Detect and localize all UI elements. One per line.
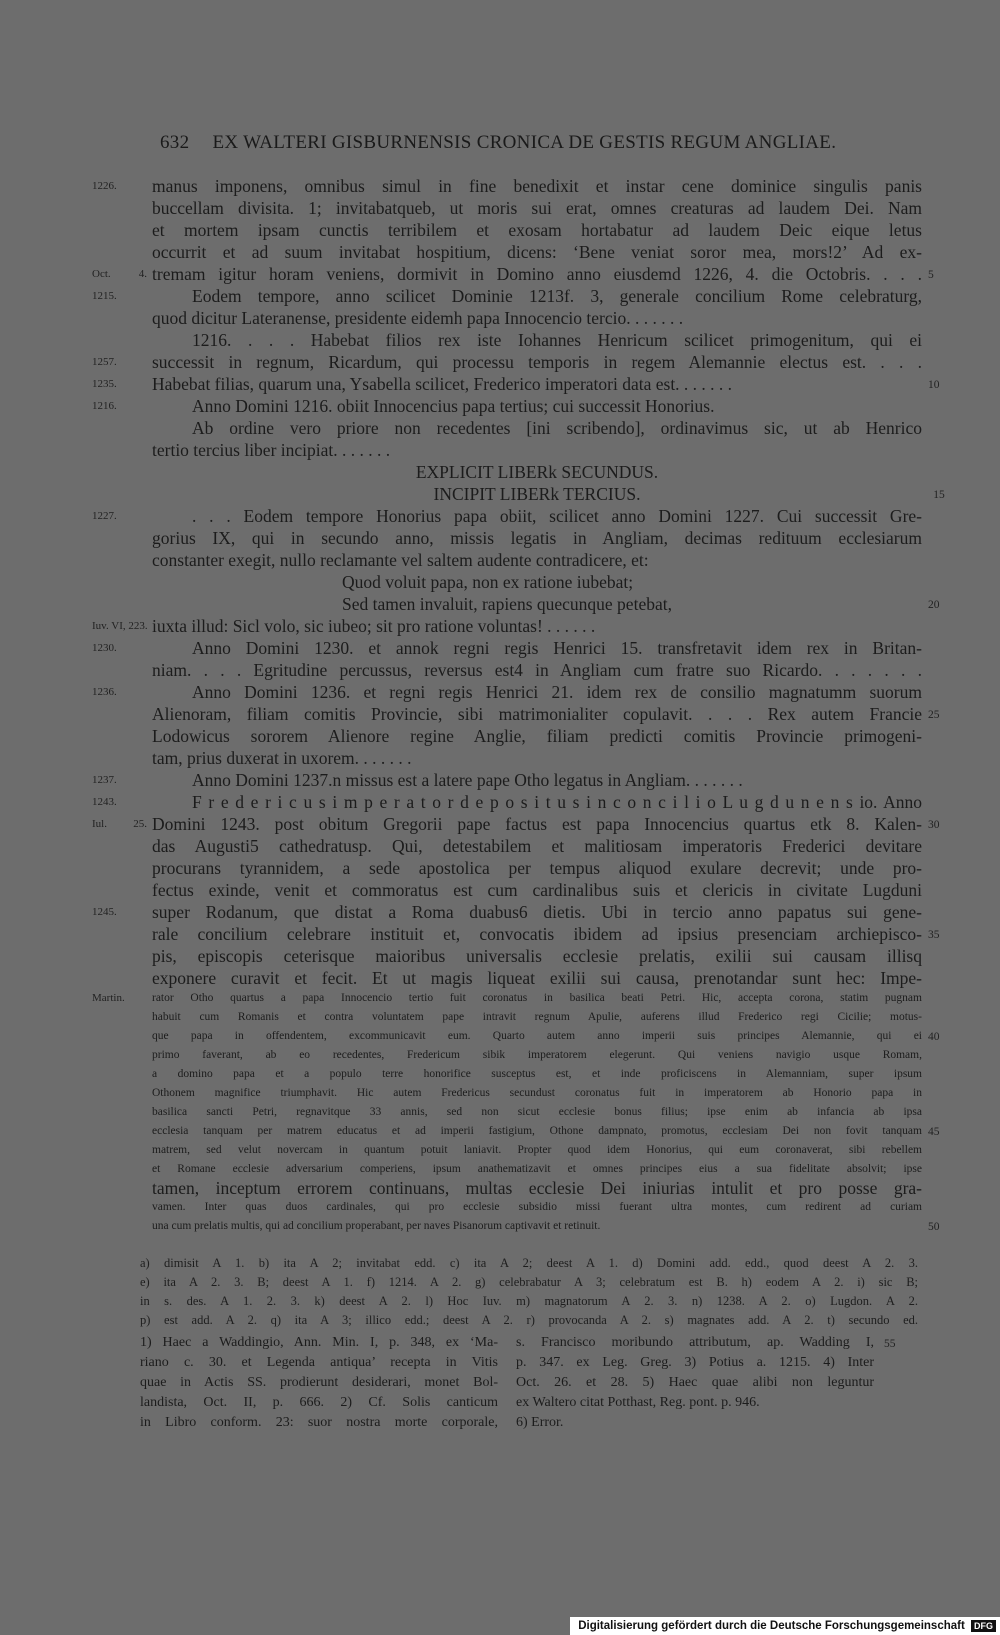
margin-date: Iuv. VI, 223. — [92, 620, 148, 632]
footnote-line — [516, 1353, 874, 1373]
main-line — [152, 329, 922, 351]
main-line-text: Anno Domini 1237.n missus est a latere pape Otho legatus in Angliam. . . . . . . — [192, 770, 743, 790]
main-line-text: quod dicitur Lateranense, presidente eidemh papa Innocencio tercio. . . . . . . — [152, 308, 684, 328]
main-line-text: occurrit et ad suum invitabat hospitium, dicens: ‘Bene veniat soror mea, mors!2’ Ad ex- — [152, 242, 922, 262]
main-line — [92, 813, 940, 835]
main-line — [152, 659, 922, 681]
main-line-text: et mortem ipsam cunctis terribilem et exosam hortabatur ad laudem Deic eique letus — [152, 220, 922, 240]
main-line-text: procurans tyrannidem, a sede apostolica per tempus aliquod exulare decrevit; unde pro- — [152, 858, 922, 878]
main-line — [92, 791, 922, 813]
running-title: EX WALTERI GISBURNENSIS CRONICA DE GESTIS REGUM ANGLIAE. — [212, 132, 837, 153]
margin-date: 1227. — [92, 510, 117, 522]
excerpt-line — [152, 1217, 940, 1236]
main-line-text: constanter exegit, nullo reclamante vel saltem audente contradicere, et: — [152, 550, 649, 570]
footnote-line-text: ex Waltero citat Potthast, Reg. pont. p. 946. — [516, 1395, 760, 1410]
line-number: 10 — [928, 379, 940, 391]
main-line — [92, 175, 922, 197]
main-line-text: . . . Eodem tempore Honorius papa obiit, scilicet anno Domini 1227. Cui successit Gre- — [192, 506, 922, 526]
dfg-logo: DFG — [971, 1620, 996, 1632]
footnote-line-text: p. 347. ex Leg. Greg. 3) Potius a. 1215. 4) Inter — [516, 1355, 874, 1370]
excerpt-line — [152, 1027, 940, 1046]
main-line — [152, 879, 922, 901]
main-line-text: Sed tamen invaluit, rapiens quecunque petebat, — [342, 594, 672, 614]
excerpt-line — [152, 1122, 940, 1141]
main-line — [92, 373, 940, 395]
excerpt-line-text: habuit cum Romanis et contra voluntatem pape intravit regnum Apulie, auferens illud Frederico regi Cicilie; motus- — [152, 1011, 922, 1023]
main-line-text: Alienoram, filiam comitis Provincie, sibi matrimonialiter copulavit. . . . Rex autem Francie — [152, 704, 922, 724]
line-number: 25 — [928, 709, 940, 721]
main-line — [92, 637, 922, 659]
excerpt-line-text: basilica sancti Petri, regnavitque 33 annis, sed non sicut ecclesie bonus filius; ipse enim ab infancia ab ipsa — [152, 1106, 922, 1118]
quoted-excerpt — [92, 989, 940, 1236]
main-line — [92, 681, 922, 703]
line-number: 40 — [928, 1031, 940, 1043]
line-number: 55 — [884, 1338, 896, 1350]
main-line — [152, 241, 922, 263]
line-number: 15 — [933, 489, 945, 501]
excerpt-line-text: primo faverant, ab eo recedentes, Fredericum sibik imperatorem elegerunt. Qui veniens navigio usque Romam, — [152, 1049, 922, 1061]
main-line — [152, 593, 940, 615]
main-line — [152, 703, 940, 725]
excerpt-line — [152, 1008, 922, 1027]
excerpt-line — [152, 1065, 922, 1084]
main-line — [92, 351, 922, 373]
credit-text: Digitalisierung gefördert durch die Deutsche Forschungsgemeinschaft — [578, 1620, 965, 1632]
margin-date: Iul. 25. — [92, 818, 147, 830]
apparatus-line: e) ita A 2. 3. B; deest A 1. f) 1214. A 2. g) celebrabatur A 3; celebratum est B. h) eodem A 2. i) sic B; — [140, 1275, 918, 1289]
main-line — [152, 571, 922, 593]
main-line — [92, 395, 922, 417]
excerpt-line — [152, 1046, 922, 1065]
main-line — [152, 439, 922, 461]
main-line-text: buccellam divisita. 1; invitabatqueb, ut moris sui erat, omnes creaturas ad laudem Dei. Nam — [152, 198, 922, 218]
main-line — [152, 967, 922, 989]
excerpt-line — [92, 989, 922, 1008]
excerpt-line-text: matrem, sed velut novercam in quantum potuit laniavit. Propter quod idem Honorius, qui eum coronaverat, sibi rebellem — [152, 1144, 922, 1156]
excerpt-line-text: rator Otho quartus a papa Innocencio tertio fuit coronatus in basilica beati Petri. Hic, accepta corona, statim pugnam — [152, 992, 922, 1004]
margin-date: 1237. — [92, 774, 117, 786]
main-line-text: Quod voluit papa, non ex ratione iubebat; — [342, 572, 634, 592]
excerpt-line-text: tamen, inceptum errorem continuans, multas ecclesie Dei iniurias intulit et pro posse gra- — [152, 1178, 922, 1198]
margin-date: 1257. — [92, 356, 117, 368]
line-number: 5 — [928, 269, 934, 281]
main-line — [152, 461, 922, 483]
footnote-line: landista, Oct. II, p. 666. 2) Cf. Solis canticum — [140, 1395, 498, 1410]
footnote-line: 1) Haec a Waddingio, Ann. Min. I, p. 348, ex ‘Ma- — [140, 1335, 498, 1350]
margin-date: Martin. — [92, 992, 125, 1004]
main-line-text: Anno Domini 1216. obiit Innocencius papa tertius; cui successit Honorius. — [192, 396, 715, 416]
main-line — [152, 549, 922, 571]
main-line — [152, 483, 945, 505]
line-number: 45 — [928, 1126, 940, 1138]
excerpt-line-text: una cum prelatis multis, qui ad concilium properabant, per naves Pisanorum captivavit et retinuit. — [152, 1220, 601, 1232]
excerpt-line-text: que papa in offendentem, excommunicavit eum. Quarto autem anno imperii suis principes Alemannie, qui ei — [152, 1030, 922, 1042]
page-number: 632 — [160, 132, 190, 153]
main-line-text: manus imponens, omnibus simul in fine benedixit et instar cene dominice singulis panis — [152, 176, 922, 196]
main-line-text: Ab ordine vero priore non recedentes [ini scribendo], ordinavimus sic, ut ab Henrico — [192, 418, 922, 438]
excerpt-line — [152, 1141, 922, 1160]
main-line-text: 1216. . . . Habebat filios rex iste Iohannes Henricum scilicet primogenitum, qui ei — [192, 330, 922, 350]
excerpt-line — [152, 1084, 922, 1103]
line-number: 50 — [928, 1221, 940, 1233]
margin-date: 1215. — [92, 290, 117, 302]
main-line — [152, 923, 940, 945]
main-line — [92, 505, 922, 527]
footnote-line-text: Oct. 26. et 28. 5) Haec quae alibi non leguntur — [516, 1375, 874, 1390]
excerpt-line-text: et Romane ecclesie adversarium comperiens, ipsum anathematizavit et omnes principes eius a sua fidelitate absolvit; ipse — [152, 1163, 922, 1175]
footnote-line — [516, 1333, 896, 1353]
excerpt-line — [152, 1179, 922, 1198]
line-number: 35 — [928, 929, 940, 941]
main-line — [92, 285, 922, 307]
line-number: 20 — [928, 599, 940, 611]
margin-date: Oct. 4. — [92, 268, 147, 280]
footnote-line — [516, 1373, 874, 1393]
digitization-credit — [570, 1617, 1000, 1635]
margin-date: 1216. — [92, 400, 117, 412]
margin-date: 1236. — [92, 686, 117, 698]
line-number: 30 — [928, 819, 940, 831]
main-line-text: Eodem tempore, anno scilicet Dominie 1213f. 3, generale concilium Rome celebraturg, — [192, 286, 922, 306]
main-line — [152, 219, 922, 241]
main-line — [92, 901, 922, 923]
main-line-text: das Augusti5 cathedratusp. Qui, detestabilem et malitiosam imperatoris Frederici devitare — [152, 836, 922, 856]
excerpt-line — [152, 1103, 922, 1122]
main-line — [92, 263, 934, 285]
main-line — [92, 615, 922, 637]
main-line-text: gorius IX, qui in secundo anno, missis legatis in Angliam, decimas redituum ecclesiarum — [152, 528, 922, 548]
footnote-line — [516, 1393, 874, 1413]
footnote-line — [516, 1413, 874, 1433]
excerpt-line-text: a domino papa et a populo terre honorifice susceptus est, et inde proficiscens in Alemanniam, super ipsum — [152, 1068, 922, 1080]
apparatus-line: in s. des. A 1. 2. 3. k) deest A 2. l) Hoc Iuv. m) magnatorum A 2. 3. n) 1238. A 2. o) Lugdon. A 2. — [140, 1294, 918, 1308]
main-line-text: Lodowicus sororem Alienore regine Anglie, filiam predicti comitis Provincie primogeni- — [152, 726, 922, 746]
excerpt-line — [152, 1198, 922, 1217]
main-line-text: Domini 1243. post obitum Gregorii pape factus est papa Innocencius quartus etk 8. Kalen- — [152, 814, 922, 834]
main-line-text: exponere curavit et fecit. Et ut magis liqueat exilii sui causa, prenotandar sunt hec: Impe- — [152, 968, 922, 988]
main-line-text: F r e d e r i c u s i m p e r a t o r d e p o s i t u s i n c o n c i l i o L u g d u n e n s io. Anno — [192, 792, 922, 812]
main-line-text: tam, prius duxerat in uxorem. . . . . . . — [152, 748, 412, 768]
margin-date: 1235. — [92, 378, 117, 390]
footnote-line: in Libro conform. 23: suor nostra morte corporale, — [140, 1415, 498, 1430]
critical-apparatus — [140, 1254, 918, 1330]
main-text-lines — [92, 175, 945, 989]
main-line-text: tertio tercius liber incipiat. . . . . . . — [152, 440, 391, 460]
main-line-text: INCIPIT LIBERk TERCIUS. — [433, 484, 641, 504]
main-line-text: fectus exinde, venit et commoratus est cum cardinalibus suis et clericis in civitate Lugduni — [152, 880, 922, 900]
main-line-text: tremam igitur horam veniens, dormivit in Domino anno eiusdemd 1226, 4. die Octobris. . . . — [152, 264, 922, 284]
main-line — [92, 769, 922, 791]
main-line — [152, 197, 922, 219]
main-line — [152, 417, 922, 439]
excerpt-line — [152, 1160, 922, 1179]
main-line-text: iuxta illud: Sicl volo, sic iubeo; sit pro ratione voluntas! . . . . . . — [152, 616, 596, 636]
main-line-text: Habebat filias, quarum una, Ysabella scilicet, Frederico imperatori data est. . . . . . . — [152, 374, 733, 394]
footnotes-right-column — [516, 1333, 896, 1433]
footnotes-left-column — [140, 1333, 498, 1433]
margin-date: 1226. — [92, 180, 117, 192]
main-line-text: Anno Domini 1236. et regni regis Henrici 21. idem rex de consilio magnatumm suorum — [192, 682, 922, 702]
main-line — [152, 857, 922, 879]
page-header — [160, 132, 920, 154]
main-line — [152, 835, 922, 857]
main-line-text: rale concilium celebrare instituit et, convocatis ibidem ad ipsius presenciam archiepisco- — [152, 924, 922, 944]
main-line — [152, 945, 922, 967]
footnote-line-text: s. Francisco moribundo attributum, ap. Wadding I, — [516, 1335, 874, 1350]
excerpt-line-text: ecclesia tanquam per matrem educatus et ad imperii fastigium, Othone dampnato, promotus, ecclesiam Dei non fovit tanquam — [152, 1125, 922, 1137]
excerpt-line-text: Othonem magnifice triumphavit. Hic autem Fredericus secundust coronatus fuit in imperatorem ab Honorio papa in — [152, 1087, 922, 1099]
apparatus-line: a) dimisit A 1. b) ita A 2; invitabat edd. c) ita A 2; deest A 1. d) Domini add. edd., quod deest A 2. 3. — [140, 1256, 918, 1270]
margin-date: 1245. — [92, 906, 117, 918]
main-line-text: pis, episcopis ceterisque maioribus universalis ecclesie prelatis, exilii sui causam illisq — [152, 946, 922, 966]
footnote-line: quae in Actis SS. prodierunt desiderari, monet Bol- — [140, 1375, 498, 1390]
main-line-text: niam. . . . Egritudine percussus, reversus est4 in Angliam cum fratre suo Ricardo. . . . . . . — [152, 660, 922, 680]
main-text — [92, 175, 945, 1236]
main-line — [152, 747, 922, 769]
main-line-text: successit in regnum, Ricardum, qui processu temporis in regem Alemannie electus est. . . . — [152, 352, 922, 372]
main-line — [152, 307, 922, 329]
excerpt-line-text: vamen. Inter quas duos cardinales, qui pro ecclesie subsidio missi fuerant ultra montes, cum redirent ad curiam — [152, 1201, 922, 1213]
main-line — [152, 725, 922, 747]
apparatus-line: p) est add. A 2. q) ita A 3; illico edd.; deest A 2. r) provocanda A 2. s) magnates add. A 2. t) secundo ed. — [140, 1313, 918, 1327]
footnote-line: riano c. 30. et Legenda antiqua’ recepta in Vitis — [140, 1355, 498, 1370]
main-line-text: EXPLICIT LIBERk SECUNDUS. — [415, 462, 659, 482]
main-line-text: super Rodanum, que distat a Roma duabus6 dietis. Ubi in tercio anno papatus sui gene- — [152, 902, 922, 922]
margin-date: 1230. — [92, 642, 117, 654]
main-line-text: Anno Domini 1230. et annok regni regis Henrici 15. transfretavit idem rex in Britan- — [192, 638, 922, 658]
main-line — [152, 527, 922, 549]
margin-date: 1243. — [92, 796, 117, 808]
footnote-line-text: 6) Error. — [516, 1415, 564, 1430]
